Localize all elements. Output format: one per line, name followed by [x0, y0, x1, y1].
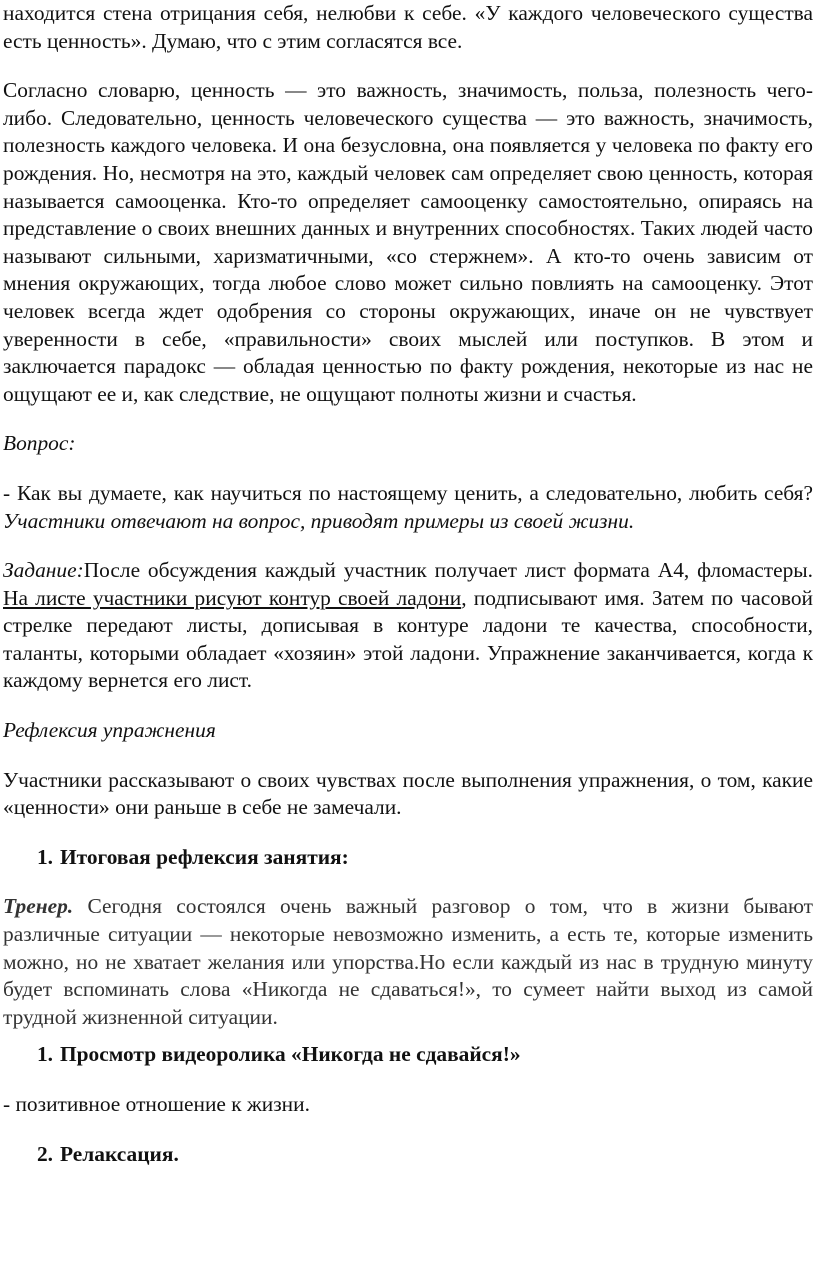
question-paragraph [3, 480, 813, 535]
question-note: Участники отвечают на вопрос, приводят примеры из своей жизни. [3, 508, 635, 533]
positive-paragraph: - позитивное отношение к жизни. [3, 1092, 310, 1116]
heading-label: Просмотр видеоролика «Никогда не сдавайся!» [60, 1042, 521, 1067]
reflection-label [3, 717, 813, 745]
heading-final-reflection [3, 844, 813, 872]
heading-number: 2. [36, 1141, 53, 1166]
task-text-2: , подписывают имя. Затем по часовой стрелке передают листы, дописывая в контуре ладони те качества, способности, таланты, которыми обладает «хозяин» этой ладони. Упражнение заканчивается, когда к каждому вернется его лист. [3, 585, 814, 693]
trainer-paragraph [3, 893, 813, 1031]
heading-label: Релаксация. [60, 1141, 179, 1166]
question-label [3, 430, 813, 458]
task-label: Задание: [3, 558, 84, 583]
task-underlined: На листе участники рисуют контур своей ладони [3, 585, 462, 610]
heading-number: 1. [36, 844, 53, 869]
heading-relaxation [3, 1141, 813, 1169]
question-label-text: Вопрос: [3, 431, 76, 456]
trainer-text: Сегодня состоялся очень важный разговор о том, что в жизни бывают различные ситуации — некоторые невозможно изменить, а есть те, которые изменить можно, но не хватает желания или упорства.Но если каждый из нас в трудную минуту будет вспоминать слова «Никогда не сдаваться!», то сумеет найти выход из самой трудной жизненной ситуации. [3, 894, 813, 1029]
heading-label: Итоговая рефлексия занятия: [60, 844, 349, 869]
heading-video [3, 1041, 813, 1069]
task-text-1: После обсуждения каждый участник получает лист формата А4, фломастеры. [83, 558, 813, 583]
reflection-label-text: Рефлексия упражнения [3, 718, 216, 743]
heading-number: 1. [36, 1042, 53, 1067]
intro-paragraph: находится стена отрицания себя, нелюбви к себе. «У каждого человеческого существа есть ценность». Думаю, что с этим согласятся все. [3, 1, 813, 53]
reflection-paragraph: Участники рассказывают о своих чувствах после выполнения упражнения, о том, какие «ценности» они раньше в себе не замечали. [3, 767, 813, 820]
task-paragraph [3, 557, 813, 695]
question-text: - Как вы думаете, как научиться по настоящему ценить, а следовательно, любить себя? [3, 480, 813, 505]
definition-paragraph: Согласно словарю, ценность — это важность, значимость, польза, полезность чего-либо. Следовательно, ценность человеческого существа — это важность, значимость, полезность каждого человека. И она безусловна, она появляется у человека по факту его рождения. Но, несмотря на это, каждый человек сам определяет свою ценность, которая называется самооценка. Кто-то определяет самооценку самостоятельно, опираясь на представление о своих внешних данных и внутренних способностях. Таких людей часто называют сильными, харизматичными, «со стержнем». А кто-то очень зависим от мнения окружающих, тогда любое слово может сильно повлиять на самооценку. Этот человек всегда ждет одобрения со стороны окружающих, иначе он не чувствует уверенности в себе, «правильности» своих мыслей или поступков. В этом и заключается парадокс — обладая ценностью по факту рождения, некоторые из нас не ощущают ее и, как следствие, не ощущают полноты жизни и счастья. [3, 78, 813, 406]
trainer-label: Тренер. [3, 894, 74, 919]
